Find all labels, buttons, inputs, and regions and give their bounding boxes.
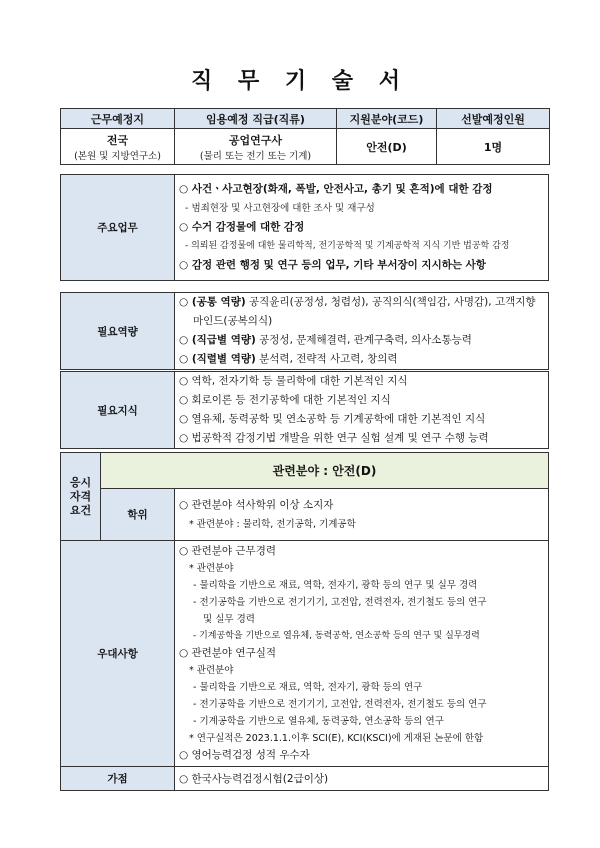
rank-sub: (물리 또는 전기 또는 기계) [199, 150, 312, 162]
series-competency-text: 분석력, 전략적 사고력, 창의력 [255, 353, 398, 365]
pref-line: ○ 관련분야 근무경력 [179, 545, 276, 557]
count-value: 1명 [437, 129, 550, 165]
competency-label: 필요역량 [61, 293, 175, 370]
common-competency-cont: 마인드(공복의식) [193, 315, 273, 327]
competency-table [60, 292, 549, 370]
field-value: 안전(D) [337, 129, 437, 165]
pref-line: - 기계공학을 기반으로 열유체, 동력공학, 연소공학 등의 연구 [193, 716, 444, 727]
pref-line: * 관련분야 [189, 563, 234, 574]
location-cell [61, 129, 175, 165]
series-competency-tag: ○ (직렬별 역량) [179, 353, 256, 365]
pref-line: - 물리학을 기반으로 재료, 역학, 전자기, 광학 등의 연구 [193, 682, 423, 693]
knowledge-line: ○ 회로이론 등 전기공학에 대한 기본적인 지식 [179, 394, 391, 406]
duty-line: - 의뢰된 감정물에 대한 물리학적, 전기공학적 및 기계공학적 지식 기반 법공학 감정 [185, 241, 510, 251]
knowledge-line: ○ 열유체, 동력공학 및 연소공학 등 기계공학에 대한 기본적인 지식 [179, 413, 486, 425]
header-rank: 임용예정 직급(직류) [175, 109, 337, 129]
pref-line: ○ 관련분야 연구실적 [179, 647, 276, 659]
pref-line: * 관련분야 [189, 665, 234, 676]
header-field: 지원분야(코드) [337, 109, 437, 129]
rank-competency-text: 공정성, 문제해결력, 관계구축력, 의사소통능력 [255, 334, 472, 346]
duties-table [60, 174, 549, 281]
duties-content [175, 175, 549, 281]
pref-line: 및 실무 경력 [203, 614, 255, 625]
header-count: 선발예정인원 [437, 109, 550, 129]
bonus-content: ○ 한국사능력검정시험(2급이상) [175, 767, 549, 791]
location-main: 전국 [106, 133, 129, 147]
duties-label: 주요업무 [61, 175, 175, 281]
page-title: 직 무 기 술 서 [191, 69, 409, 94]
rank-competency-tag: ○ (직급별 역량) [179, 334, 256, 346]
header-location: 근무예정지 [61, 109, 175, 129]
location-sub: (본원 및 지방연구소) [74, 150, 161, 162]
requirements-vertical-label: 응시자격요건 [61, 453, 101, 541]
preference-content [175, 541, 549, 767]
duty-line: ○ 수거 감정물에 대한 감정 [179, 221, 305, 233]
pref-line: - 전기공학을 기반으로 전기기기, 고전압, 전력전자, 전기철도 등의 연구 [193, 699, 487, 710]
competency-content [175, 293, 549, 370]
pref-line: ○ 영어능력검정 성적 우수자 [179, 749, 310, 761]
knowledge-table [60, 371, 549, 449]
rank-cell [175, 129, 337, 165]
requirements-table [60, 452, 549, 791]
degree-note: * 관련분야 : 물리학, 전기공학, 기계공학 [189, 518, 356, 530]
bonus-label: 가점 [61, 767, 175, 791]
degree-line: ○ 관련분야 석사학위 이상 소지자 [179, 498, 334, 511]
common-competency-text: 공직윤리(공정성, 청렴성), 공직의식(책임감, 사명감), 고객지향 [245, 296, 536, 308]
knowledge-line: ○ 역학, 전자기학 등 물리학에 대한 기본적인 지식 [179, 375, 408, 387]
rank-main: 공업연구사 [228, 133, 283, 147]
degree-label: 학위 [101, 489, 175, 541]
knowledge-line: ○ 법공학적 감정기법 개발을 위한 연구 실험 설계 및 연구 수행 능력 [179, 432, 489, 444]
header-table [60, 108, 550, 165]
pref-line: - 물리학을 기반으로 재료, 역학, 전자기, 광학 등의 연구 및 실무 경력 [193, 580, 478, 591]
common-competency-tag: ○ (공통 역량) [179, 296, 246, 308]
knowledge-label: 필요지식 [61, 372, 175, 449]
duty-line: ○ 사건ㆍ사고현장(화재, 폭발, 안전사고, 총기 및 흔적)에 대한 감정 [179, 183, 493, 195]
degree-content [175, 489, 549, 541]
pref-line: * 연구실적은 2023.1.1.이후 SCI(E), KCI(KSCI)에 게재된 논문에 한함 [189, 733, 484, 744]
knowledge-content [175, 372, 549, 449]
field-title: 관련분야 : 안전(D) [101, 453, 549, 489]
preference-label: 우대사항 [61, 541, 175, 767]
pref-line: - 기계공학을 기반으로 열유체, 동력공학, 연소공학 등의 연구 및 실무경력 [193, 631, 480, 641]
duty-line: - 범죄현장 및 사고현장에 대한 조사 및 재구성 [185, 203, 375, 214]
pref-line: - 전기공학을 기반으로 전기기기, 고전압, 전력전자, 전기철도 등의 연구 [193, 597, 487, 608]
duty-line: ○ 감정 관련 행정 및 연구 등의 업무, 기타 부서장이 지시하는 사항 [179, 259, 486, 271]
